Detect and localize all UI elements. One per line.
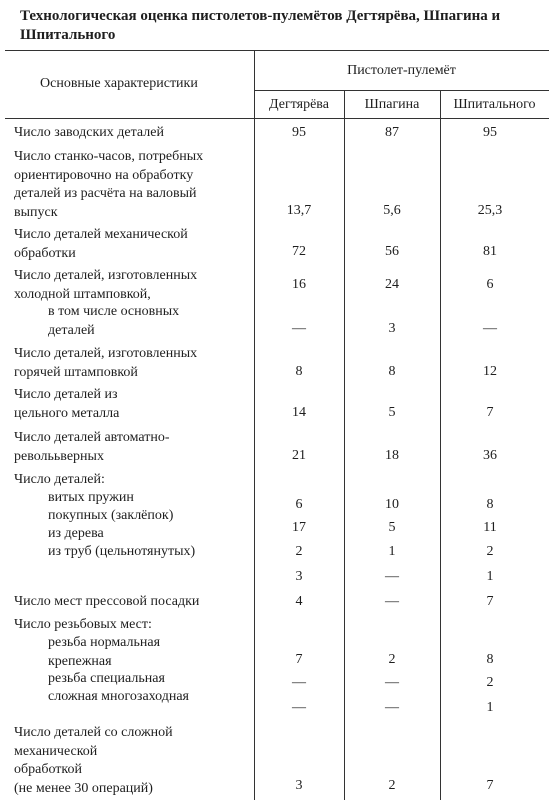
cell-solid-metal-shpagin: 5 [388,405,396,420]
cell-solid-metal-shpitalny: 7 [486,405,494,420]
row-label-parts-group: Число деталей: [14,472,105,487]
cell-hot-stamped-degtyarev: 8 [295,364,303,379]
cell-machined-parts-shpitalny: 81 [483,244,497,259]
col-divider-3 [440,90,441,800]
cell-wood-shpagin: 1 [388,544,396,559]
cell-normal-thread-degtyarev: 7 [295,652,303,667]
cell-main-parts-degtyarev: — [292,321,306,336]
cell-factory-parts-degtyarev: 95 [292,125,306,140]
cell-factory-parts-shpagin: 87 [385,125,399,140]
row-label-machine-hours: Число станко-часов, потребных ориентировочно на обработку деталей из расчёта на валовый выпуск [14,149,204,220]
cell-complex-machining-shpagin: 2 [388,778,396,793]
cell-main-parts-shpitalny: — [483,321,497,336]
cell-automatic-lathe-degtyarev: 21 [292,448,306,463]
cell-cold-stamped-shpagin: 24 [385,277,399,292]
row-label-multi-start-thread: сложная многозаходная [48,689,189,704]
header-group-rule [254,90,549,91]
row-label-purchased: покупных (заклёпок) [48,508,174,523]
cell-special-thread-shpagin: — [385,675,399,690]
header-main-col: Основные характеристики [40,76,198,91]
cell-automatic-lathe-shpitalny: 36 [483,448,497,463]
header-col-shpitalny: Шпитального [453,97,536,112]
header-col-shpagin: Шпагина [364,97,420,112]
cell-main-parts-shpagin: 3 [388,321,396,336]
cell-machine-hours-shpitalny: 25,3 [477,203,503,218]
cell-hot-stamped-shpagin: 8 [388,364,396,379]
cell-multi-start-degtyarev: — [292,700,306,715]
row-label-automatic-lathe: Число деталей автоматно- револььверных [14,430,170,464]
cell-special-thread-degtyarev: — [292,675,306,690]
cell-wood-degtyarev: 2 [295,544,303,559]
cell-hot-stamped-shpitalny: 12 [483,364,497,379]
top-rule [5,50,549,51]
cell-solid-metal-degtyarev: 14 [292,405,306,420]
row-label-press-fit: Число мест прессовой посадки [14,594,200,609]
cell-coil-springs-shpitalny: 8 [486,497,494,512]
cell-machined-parts-shpagin: 56 [385,244,399,259]
cell-automatic-lathe-shpagin: 18 [385,448,399,463]
cell-purchased-shpagin: 5 [388,520,396,535]
cell-press-fit-shpitalny: 7 [486,594,494,609]
cell-machine-hours-degtyarev: 13,7 [286,203,312,218]
cell-press-fit-degtyarev: 4 [295,594,303,609]
cell-cold-stamped-degtyarev: 16 [292,277,306,292]
row-label-special-thread: резьба специальная [48,671,165,686]
cell-complex-machining-shpitalny: 7 [486,778,494,793]
row-label-normal-thread: резьба нормальная крепежная [48,635,161,669]
cell-multi-start-shpitalny: 1 [486,700,494,715]
cell-coil-springs-degtyarev: 6 [295,497,303,512]
cell-coil-springs-shpagin: 10 [385,497,399,512]
row-label-factory-parts: Число заводских деталей [14,125,164,140]
row-label-cold-stamped: Число деталей, изготовленных холодной штамповкой, [14,268,198,302]
cell-wood-shpitalny: 2 [486,544,494,559]
header-bottom-rule [5,118,549,119]
header-group: Пистолет-пулемёт [347,63,456,78]
row-label-wood: из дерева [48,526,104,541]
cell-complex-machining-degtyarev: 3 [295,778,303,793]
cell-tubes-shpagin: — [385,569,399,584]
row-label-machined-parts: Число деталей механической обработки [14,227,188,261]
row-label-hot-stamped: Число деталей, изготовленных горячей штамповкой [14,346,198,380]
row-label-complex-machining: Число деталей со сложной механической обработкой (не менее 30 операций) [14,725,173,796]
row-label-coil-springs: витых пружин [48,490,134,505]
cell-factory-parts-shpitalny: 95 [483,125,497,140]
row-label-tubes: из труб (цельнотянутых) [48,544,196,559]
row-label-main-parts: в том числе основных деталей [48,304,180,338]
cell-normal-thread-shpagin: 2 [388,652,396,667]
header-col-degtyarev: Дегтярёва [269,97,329,112]
cell-special-thread-shpitalny: 2 [486,675,494,690]
row-label-solid-metal: Число деталей из цельного металла [14,387,120,421]
cell-tubes-degtyarev: 3 [295,569,303,584]
col-divider-2 [344,90,345,800]
cell-machine-hours-shpagin: 5,6 [383,203,401,218]
cell-purchased-degtyarev: 17 [292,520,306,535]
cell-purchased-shpitalny: 11 [483,520,497,535]
row-label-threads-group: Число резьбовых мест: [14,617,152,632]
cell-tubes-shpitalny: 1 [486,569,494,584]
table-title: Технологическая оценка пистолетов-пулемётов Дегтярёва, Шпагина и Шпитального [20,8,501,43]
cell-cold-stamped-shpitalny: 6 [486,277,494,292]
cell-normal-thread-shpitalny: 8 [486,652,494,667]
cell-press-fit-shpagin: — [385,594,399,609]
cell-machined-parts-degtyarev: 72 [292,244,306,259]
cell-multi-start-shpagin: — [385,700,399,715]
